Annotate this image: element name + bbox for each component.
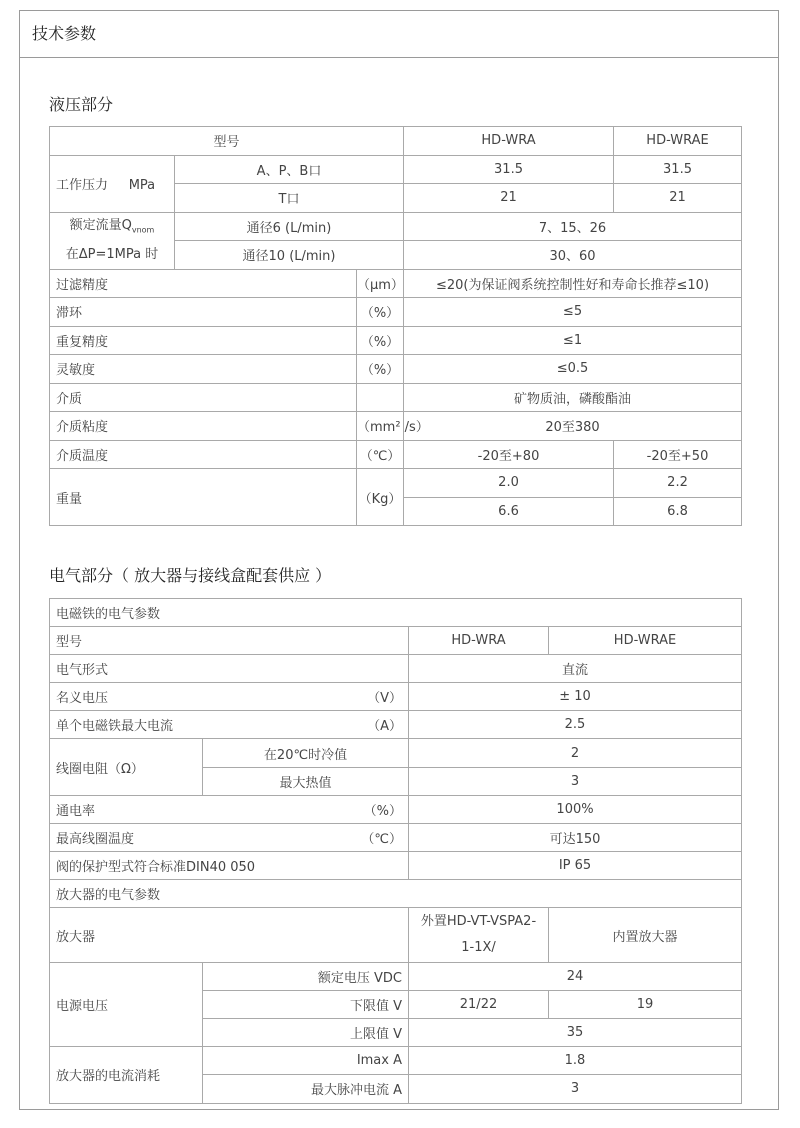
- flow-d6-label: 通径6 (L/min): [175, 212, 404, 241]
- table-row: [50, 795, 742, 823]
- power-label: 电源电压: [50, 963, 203, 1047]
- lower-v-label: 下限值 V: [203, 991, 409, 1019]
- flow-d6-value: 7、15、26: [404, 212, 742, 241]
- table-row: [50, 627, 742, 655]
- row-label-cell: [50, 851, 409, 879]
- hydraulic-section-title: 液压部分: [49, 95, 114, 114]
- row-unit: （V）: [367, 691, 402, 707]
- row-label-cell: [50, 655, 409, 683]
- amp-header: 放大器的电气参数: [50, 879, 742, 907]
- row-value: ≤5: [404, 298, 742, 327]
- pulse-value: 3: [409, 1075, 742, 1103]
- table-row: [50, 711, 742, 739]
- table-row: [50, 440, 742, 469]
- table-row: [50, 851, 742, 879]
- coil-cold-value: 2: [409, 739, 742, 767]
- row-value: 20至380: [404, 412, 742, 441]
- table-row: [50, 469, 742, 498]
- row-value: ≤1: [404, 326, 742, 355]
- pressure-abp-b: 31.5: [614, 155, 742, 184]
- hydraulic-table: [49, 126, 742, 526]
- row-label: 介质粘度: [50, 412, 357, 441]
- model-label: 型号: [50, 127, 404, 156]
- temp-label: 介质温度: [50, 440, 357, 469]
- row-unit: [357, 383, 404, 412]
- table-row: [50, 823, 742, 851]
- row-label: 介质: [50, 383, 357, 412]
- row-value: 矿物质油，磷酸酯油: [404, 383, 742, 412]
- coil-cold-label: 在20℃时冷值: [203, 739, 409, 767]
- upper-v-label: 上限值 V: [203, 1019, 409, 1047]
- row-label: 最高线圈温度: [56, 831, 135, 847]
- imax-value: 1.8: [409, 1047, 742, 1075]
- table-row: [50, 298, 742, 327]
- table-row: [50, 383, 742, 412]
- row-label-cell: [50, 823, 409, 851]
- pressure-abp-a: 31.5: [404, 155, 614, 184]
- row-label: 通电率: [56, 803, 96, 819]
- model-label: 型号: [50, 627, 409, 655]
- table-row: [50, 269, 742, 298]
- table-row: [50, 739, 742, 767]
- pressure-unit: MPa: [128, 178, 156, 193]
- model-col-b: HD-WRAE: [549, 627, 742, 655]
- flow-label-cell: [50, 212, 175, 269]
- imax-label: Imax A: [203, 1047, 409, 1075]
- weight-b1: 2.2: [614, 469, 742, 498]
- flow-d10-label: 通径10 (L/min): [175, 241, 404, 270]
- solenoid-header: 电磁铁的电气参数: [50, 599, 742, 627]
- electrical-table: [49, 598, 742, 1104]
- row-unit: （%）: [363, 803, 402, 819]
- weight-a2: 6.6: [404, 497, 614, 526]
- row-label: 名义电压: [56, 691, 109, 707]
- row-label: 阀的保护型式符合标准DIN40 050: [56, 859, 256, 875]
- current-label: 放大器的电流消耗: [50, 1047, 203, 1103]
- row-unit: （%）: [357, 298, 404, 327]
- amp-internal: 内置放大器: [549, 908, 742, 963]
- weight-a1: 2.0: [404, 469, 614, 498]
- row-value: 2.5: [409, 711, 742, 739]
- title-divider: [20, 57, 778, 58]
- weight-unit: （Kg）: [357, 469, 404, 526]
- flow-label-sub: vnom: [131, 225, 155, 235]
- temp-a: -20至+80: [404, 440, 614, 469]
- row-label-cell: [50, 683, 409, 711]
- row-value: IP 65: [409, 851, 742, 879]
- upper-v-value: 35: [409, 1019, 742, 1047]
- temp-b: -20至+50: [614, 440, 742, 469]
- row-value: ± 10: [409, 683, 742, 711]
- pressure-label: 工作压力: [56, 178, 109, 193]
- row-label: 过滤精度: [50, 269, 357, 298]
- row-unit: （A）: [367, 719, 402, 735]
- weight-b2: 6.8: [614, 497, 742, 526]
- row-value: 100%: [409, 795, 742, 823]
- electrical-section-title: 电气部分（ 放大器与接线盒配套供应 ）: [49, 566, 332, 585]
- flow-d10-value: 30、60: [404, 241, 742, 270]
- amp-external: 外置HD-VT-VSPA2-1-1X/: [409, 908, 549, 963]
- lower-v-a: 21/22: [409, 991, 549, 1019]
- table-row: [50, 355, 742, 384]
- flow-label-2: 在ΔP=1MPa 时: [65, 246, 159, 262]
- row-value: ≤20(为保证阀系统控制性好和寿命长推荐≤10): [404, 269, 742, 298]
- row-label: 重复精度: [50, 326, 357, 355]
- row-label-cell: [50, 711, 409, 739]
- weight-label: 重量: [50, 469, 357, 526]
- table-row: [50, 1047, 742, 1075]
- row-value: 可达150: [409, 823, 742, 851]
- coil-hot-label: 最大热值: [203, 767, 409, 795]
- coil-hot-value: 3: [409, 767, 742, 795]
- row-label: 滞环: [50, 298, 357, 327]
- rated-v-value: 24: [409, 963, 742, 991]
- row-value: ≤0.5: [404, 355, 742, 384]
- row-unit: （mm² /s）: [357, 412, 404, 441]
- amp-label: 放大器: [50, 908, 409, 963]
- row-label: 电气形式: [56, 663, 109, 679]
- temp-unit: （℃）: [357, 440, 404, 469]
- page-title: 技术参数: [32, 24, 97, 43]
- pressure-t-label: T口: [175, 184, 404, 213]
- model-col-b: HD-WRAE: [614, 127, 742, 156]
- flow-label-1: 额定流量Q: [69, 218, 132, 234]
- row-unit: （%）: [357, 355, 404, 384]
- table-row: [50, 599, 742, 627]
- row-label: 单个电磁铁最大电流: [56, 719, 174, 735]
- table-row: [50, 879, 742, 907]
- row-unit: （μm）: [357, 269, 404, 298]
- table-row: [50, 963, 742, 991]
- pulse-label: 最大脉冲电流 A: [203, 1075, 409, 1103]
- coil-label: 线圈电阻（Ω）: [50, 739, 203, 795]
- table-row: [50, 683, 742, 711]
- pressure-t-a: 21: [404, 184, 614, 213]
- row-unit: （%）: [357, 326, 404, 355]
- pressure-t-b: 21: [614, 184, 742, 213]
- row-label-cell: [50, 795, 409, 823]
- row-value: 直流: [409, 655, 742, 683]
- pressure-abp-label: A、P、B口: [175, 155, 404, 184]
- table-row: [50, 908, 742, 963]
- model-col-a: HD-WRA: [404, 127, 614, 156]
- row-label: 灵敏度: [50, 355, 357, 384]
- pressure-label-cell: [50, 155, 175, 212]
- model-col-a: HD-WRA: [409, 627, 549, 655]
- lower-v-b: 19: [549, 991, 742, 1019]
- table-row: [50, 655, 742, 683]
- table-row: [50, 212, 742, 241]
- row-unit: （℃）: [361, 831, 402, 847]
- table-row: [50, 326, 742, 355]
- table-row: [50, 155, 742, 184]
- table-row: [50, 412, 742, 441]
- table-row: [50, 127, 742, 156]
- rated-v-label: 额定电压 VDC: [203, 963, 409, 991]
